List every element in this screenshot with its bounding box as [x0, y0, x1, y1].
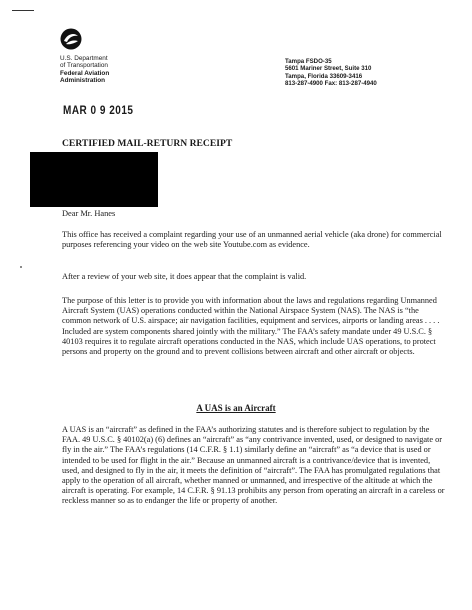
office-phone: 813-287-4900 Fax: 813-287-4940 — [285, 80, 377, 88]
office-name: Tampa FSDO-35 — [285, 58, 332, 65]
top-rule-mark — [12, 10, 34, 11]
certified-mail-heading: CERTIFIED MAIL-RETURN RECEIPT — [62, 138, 233, 149]
date-stamp: MAR 0 9 2015 — [63, 105, 134, 118]
agency-block — [60, 55, 109, 85]
dot-seal-icon — [60, 28, 82, 50]
office-city: Tampa, Florida 33609-3416 — [285, 72, 363, 80]
section-heading-text: A UAS is an Aircraft — [196, 403, 276, 413]
salutation: Dear Mr. Hanes — [62, 209, 116, 218]
agency-transportation: of Transportation — [60, 62, 108, 70]
scan-speck — [20, 266, 22, 268]
agency-faa: Federal Aviation — [60, 69, 110, 77]
office-address-block — [285, 58, 377, 88]
office-street: 5601 Mariner Street, Suite 310 — [285, 65, 372, 73]
redaction-box — [30, 152, 158, 207]
paragraph-review: After a review of your web site, it does appear that the complaint is valid. — [62, 272, 307, 281]
paragraph-uas-aircraft: A UAS is an “aircraft” as defined in the FAA’s authorizing statutes and is therefore subject to regulation by the FAA. 49 U.S.C. § 40102(a) (6) defines an “aircraft” as “any contrivance invented, used, or designed to navigate or fly in the air.” The FAA’s regulations (14 C.F.R. § 1.1) similarly define an “aircraft” as “a device that is used or intended to be used for flight in the air.” Because an unmanned aircraft is a contrivance/device that is invented, used, and designed to fly in the air, it meets the definition of “aircraft”. The FAA has promulgated regulations that apply to the operation of all aircraft, whether manned or unmanned, and irrespective of the altitude at which the aircraft is operating. For example, 14 C.F.R. § 91.13 prohibits any person from operating an aircraft in a careless or reckless manner so as to endanger the life or property of another. — [62, 425, 445, 506]
section-heading — [0, 403, 472, 413]
agency-department: U.S. Department — [60, 55, 108, 62]
paragraph-purpose: The purpose of this letter is to provide you with information about the laws and regulations regarding Unmanned Aircraft System (UAS) operations conducted within the National Airspace System (NAS). The NAS is “the common network of U.S. airspace; air navigation facilities, equipment and services, airports or landing areas . . . . Included are system components shared jointly with the military.” The FAA’s safety mandate under 49 U.S.C. § 40103 requires it to regulate aircraft operations conducted in the NAS, which include UAS operations, to protect persons and property on the ground and to prevent collisions between aircraft and other aircraft or objects. — [62, 296, 440, 357]
agency-administration: Administration — [60, 77, 106, 85]
paragraph-complaint: This office has received a complaint regarding your use of an unmanned aerial vehicle (aka drone) for commercial purposes referencing your video on the web site Youtube.com as evidence. — [62, 230, 442, 250]
